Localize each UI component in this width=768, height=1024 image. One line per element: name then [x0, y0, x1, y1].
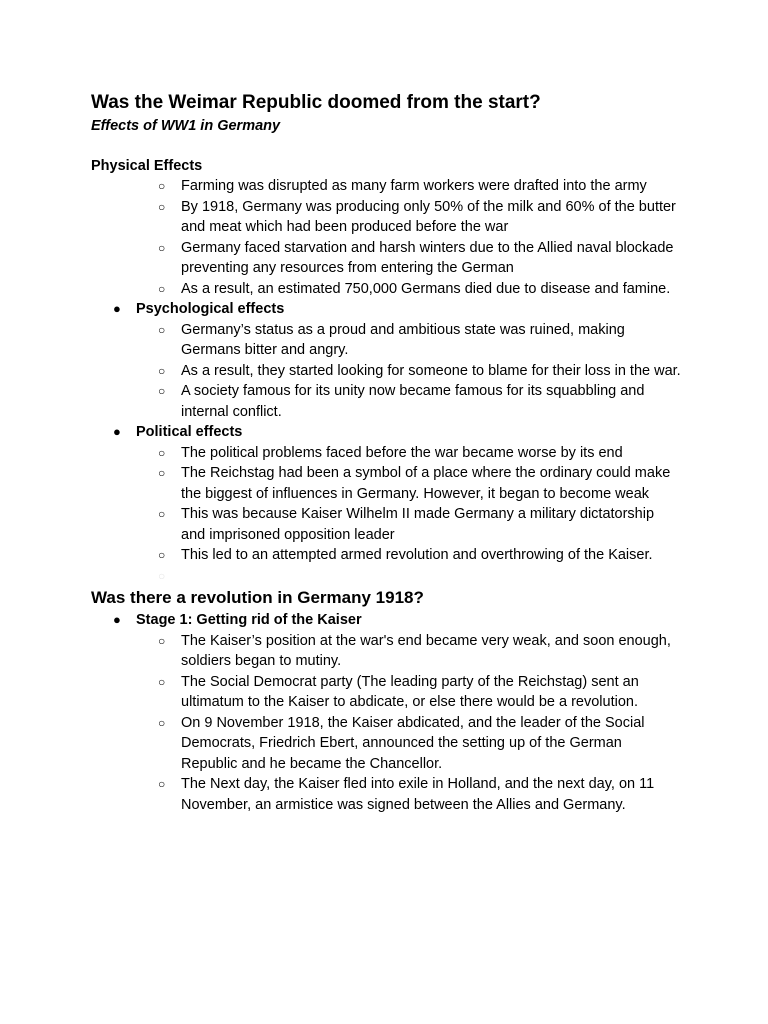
document-page	[91, 90, 691, 815]
list-item: ○ Germany’s status as a proud and ambitious state was ruined, making Germans bitter and angry.	[158, 321, 625, 358]
list-item: ○ By 1918, Germany was producing only 50% of the milk and 60% of the butter and meat which had been produced before the war	[158, 198, 676, 235]
hollow-bullet-icon: ○	[158, 445, 166, 460]
hollow-bullet-icon: ○	[158, 384, 166, 398]
hollow-bullet-icon: ○	[158, 322, 166, 337]
list-item: ○ The Reichstag had been a symbol of a place where the ordinary could make the biggest of influences in Germany. However, it began to become weak	[158, 465, 671, 502]
hollow-bullet-icon: ○	[158, 715, 166, 730]
list-item: ○ As a result, an estimated 750,000 Germans died due to disease and famine.	[91, 279, 681, 300]
filled-bullet-icon: ●	[113, 301, 121, 316]
physical-effects-list	[91, 176, 691, 299]
hollow-bullet-icon: ○	[158, 466, 166, 480]
filled-bullet-icon: ●	[113, 612, 121, 627]
political-effects-heading: Political effects	[136, 424, 243, 440]
political-effects-list	[91, 443, 691, 587]
page-title: Was the Weimar Republic doomed from the start?	[91, 92, 541, 113]
hollow-bullet-icon: ○	[158, 199, 166, 214]
hollow-bullet-icon: ○	[158, 281, 166, 296]
psychological-effects-section	[91, 299, 691, 422]
psychological-effects-list	[91, 320, 691, 423]
stage-1-section	[91, 610, 691, 815]
hollow-bullet-icon: ○	[158, 548, 166, 562]
list-item: ○ The Social Democrat party (The leading party of the Reichstag) sent an ultimatum to the Kaiser to abdicate, or else there would be a revolution.	[158, 673, 639, 710]
stage-1-heading: Stage 1: Getting rid of the Kaiser	[136, 612, 362, 628]
revolution-list	[91, 610, 691, 815]
empty-list-item	[91, 566, 681, 587]
list-item: ○ On 9 November 1918, the Kaiser abdicated, and the leader of the Social Democrats, Friedrich Ebert, announced the setting up of the German Republic and he became the Chancellor.	[158, 714, 645, 772]
physical-effects-heading: Physical Effects	[91, 158, 203, 174]
hollow-bullet-icon: ○	[158, 568, 166, 583]
hollow-bullet-icon: ○	[158, 363, 166, 378]
list-item: ○ Germany faced starvation and harsh winters due to the Allied naval blockade preventing any resources from entering the German	[158, 239, 674, 276]
hollow-bullet-icon: ○	[158, 179, 166, 193]
list-item: ○ This led to an attempted armed revolution and overthrowing of the Kaiser.	[91, 545, 681, 566]
filled-bullet-icon: ●	[113, 424, 121, 439]
hollow-bullet-icon: ○	[158, 633, 166, 648]
hollow-bullet-icon: ○	[158, 507, 166, 521]
page-subtitle: Effects of WW1 in Germany	[91, 118, 281, 134]
list-item: ○ A society famous for its unity now became famous for its squabbling and internal conflict.	[158, 383, 645, 420]
list-item: ○ The Next day, the Kaiser fled into exile in Holland, and the next day, on 11 November, an armistice was signed between the Allies and Germany.	[158, 776, 655, 813]
political-effects-section	[91, 422, 691, 586]
hollow-bullet-icon: ○	[158, 674, 166, 689]
hollow-bullet-icon: ○	[158, 240, 166, 255]
list-item: ○ The political problems faced before the war became worse by its end	[91, 443, 681, 464]
stage-1-list	[91, 631, 691, 816]
effects-list	[91, 299, 691, 586]
hollow-bullet-icon: ○	[158, 777, 166, 791]
list-item: ○ As a result, they started looking for someone to blame for their loss in the war.	[91, 361, 681, 382]
list-item: ○ Farming was disrupted as many farm workers were drafted into the army	[91, 176, 681, 197]
list-item: ○ This was because Kaiser Wilhelm II made Germany a military dictatorship and imprisoned opposition leader	[158, 506, 655, 543]
list-item: ○ The Kaiser’s position at the war's end became very weak, and soon enough, soldiers began to mutiny.	[158, 632, 671, 669]
revolution-heading: Was there a revolution in Germany 1918?	[91, 588, 424, 607]
psychological-effects-heading: Psychological effects	[136, 301, 285, 317]
